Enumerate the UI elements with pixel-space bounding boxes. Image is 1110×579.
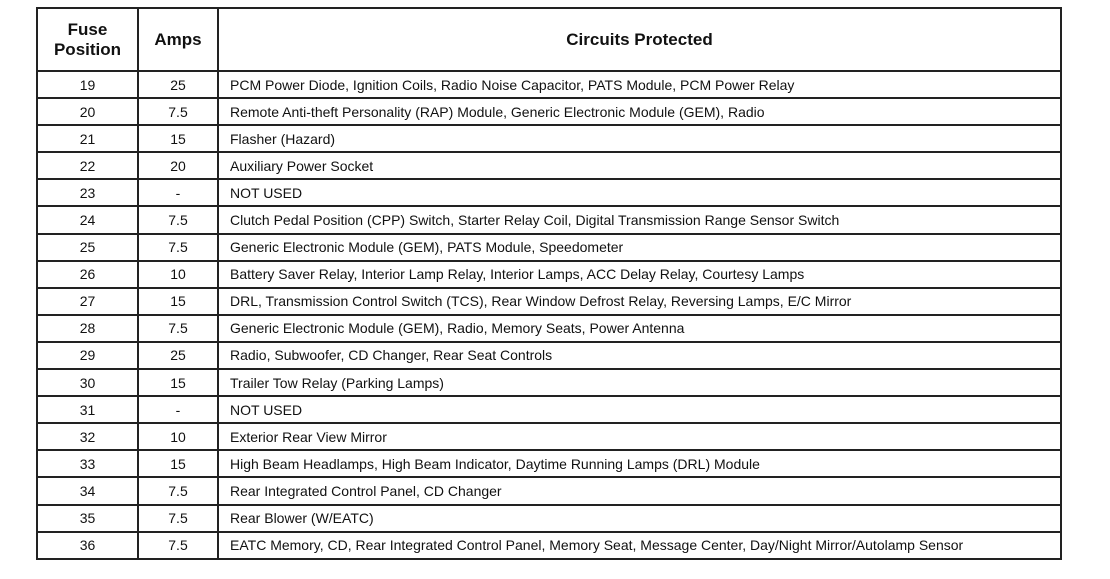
circuits-cell: Clutch Pedal Position (CPP) Switch, Starter Relay Coil, Digital Transmission Range Sensor Switch xyxy=(218,206,1061,233)
table-row xyxy=(37,450,1061,477)
fuse-position-cell: 25 xyxy=(37,234,138,261)
amps-cell: 15 xyxy=(138,369,218,396)
amps-cell: 15 xyxy=(138,288,218,315)
amps-cell: - xyxy=(138,179,218,206)
table-row xyxy=(37,505,1061,532)
fuse-position-cell: 19 xyxy=(37,71,138,98)
table-row xyxy=(37,532,1061,559)
fuse-position-cell: 31 xyxy=(37,396,138,423)
amps-cell: 7.5 xyxy=(138,98,218,125)
table-row xyxy=(37,179,1061,206)
circuits-cell: Trailer Tow Relay (Parking Lamps) xyxy=(218,369,1061,396)
fuse-position-cell: 22 xyxy=(37,152,138,179)
fuse-position-cell: 32 xyxy=(37,423,138,450)
table-row xyxy=(37,152,1061,179)
table-row xyxy=(37,315,1061,342)
amps-cell: 7.5 xyxy=(138,234,218,261)
header-fuse-position: Fuse Position xyxy=(37,8,138,71)
table-row xyxy=(37,396,1061,423)
fuse-position-cell: 20 xyxy=(37,98,138,125)
amps-cell: 10 xyxy=(138,261,218,288)
circuits-cell: DRL, Transmission Control Switch (TCS), Rear Window Defrost Relay, Reversing Lamps, E/C Mirror xyxy=(218,288,1061,315)
amps-cell: 15 xyxy=(138,125,218,152)
amps-cell: 25 xyxy=(138,71,218,98)
circuits-cell: Auxiliary Power Socket xyxy=(218,152,1061,179)
amps-cell: - xyxy=(138,396,218,423)
fuse-position-cell: 28 xyxy=(37,315,138,342)
fuse-position-cell: 34 xyxy=(37,477,138,504)
circuits-cell: NOT USED xyxy=(218,396,1061,423)
fuse-table xyxy=(36,7,1062,560)
fuse-position-cell: 27 xyxy=(37,288,138,315)
circuits-cell: Rear Blower (W/EATC) xyxy=(218,505,1061,532)
circuits-cell: Rear Integrated Control Panel, CD Changer xyxy=(218,477,1061,504)
amps-cell: 15 xyxy=(138,450,218,477)
fuse-position-cell: 21 xyxy=(37,125,138,152)
amps-cell: 7.5 xyxy=(138,532,218,559)
circuits-cell: Generic Electronic Module (GEM), Radio, Memory Seats, Power Antenna xyxy=(218,315,1061,342)
fuse-position-cell: 36 xyxy=(37,532,138,559)
amps-cell: 7.5 xyxy=(138,315,218,342)
amps-cell: 20 xyxy=(138,152,218,179)
amps-cell: 7.5 xyxy=(138,505,218,532)
circuits-cell: Remote Anti-theft Personality (RAP) Module, Generic Electronic Module (GEM), Radio xyxy=(218,98,1061,125)
fuse-position-cell: 29 xyxy=(37,342,138,369)
fuse-position-cell: 35 xyxy=(37,505,138,532)
fuse-position-cell: 33 xyxy=(37,450,138,477)
fuse-position-cell: 24 xyxy=(37,206,138,233)
amps-cell: 7.5 xyxy=(138,477,218,504)
fuse-position-cell: 26 xyxy=(37,261,138,288)
header-circuits: Circuits Protected xyxy=(218,8,1061,71)
circuits-cell: EATC Memory, CD, Rear Integrated Control Panel, Memory Seat, Message Center, Day/Night Mirror/Autolamp Sensor xyxy=(218,532,1061,559)
header-amps: Amps xyxy=(138,8,218,71)
table-row xyxy=(37,369,1061,396)
table-row xyxy=(37,206,1061,233)
amps-cell: 10 xyxy=(138,423,218,450)
table-row xyxy=(37,261,1061,288)
table-row xyxy=(37,125,1061,152)
circuits-cell: Flasher (Hazard) xyxy=(218,125,1061,152)
fuse-position-cell: 23 xyxy=(37,179,138,206)
circuits-cell: High Beam Headlamps, High Beam Indicator, Daytime Running Lamps (DRL) Module xyxy=(218,450,1061,477)
circuits-cell: Generic Electronic Module (GEM), PATS Module, Speedometer xyxy=(218,234,1061,261)
amps-cell: 25 xyxy=(138,342,218,369)
amps-cell: 7.5 xyxy=(138,206,218,233)
table-row xyxy=(37,423,1061,450)
table-row xyxy=(37,71,1061,98)
circuits-cell: Radio, Subwoofer, CD Changer, Rear Seat Controls xyxy=(218,342,1061,369)
table-row xyxy=(37,477,1061,504)
circuits-cell: PCM Power Diode, Ignition Coils, Radio Noise Capacitor, PATS Module, PCM Power Relay xyxy=(218,71,1061,98)
table-row xyxy=(37,342,1061,369)
table-row xyxy=(37,288,1061,315)
header-row xyxy=(37,8,1061,71)
circuits-cell: Exterior Rear View Mirror xyxy=(218,423,1061,450)
table-row xyxy=(37,234,1061,261)
table-row xyxy=(37,98,1061,125)
circuits-cell: Battery Saver Relay, Interior Lamp Relay, Interior Lamps, ACC Delay Relay, Courtesy Lamps xyxy=(218,261,1061,288)
circuits-cell: NOT USED xyxy=(218,179,1061,206)
fuse-position-cell: 30 xyxy=(37,369,138,396)
